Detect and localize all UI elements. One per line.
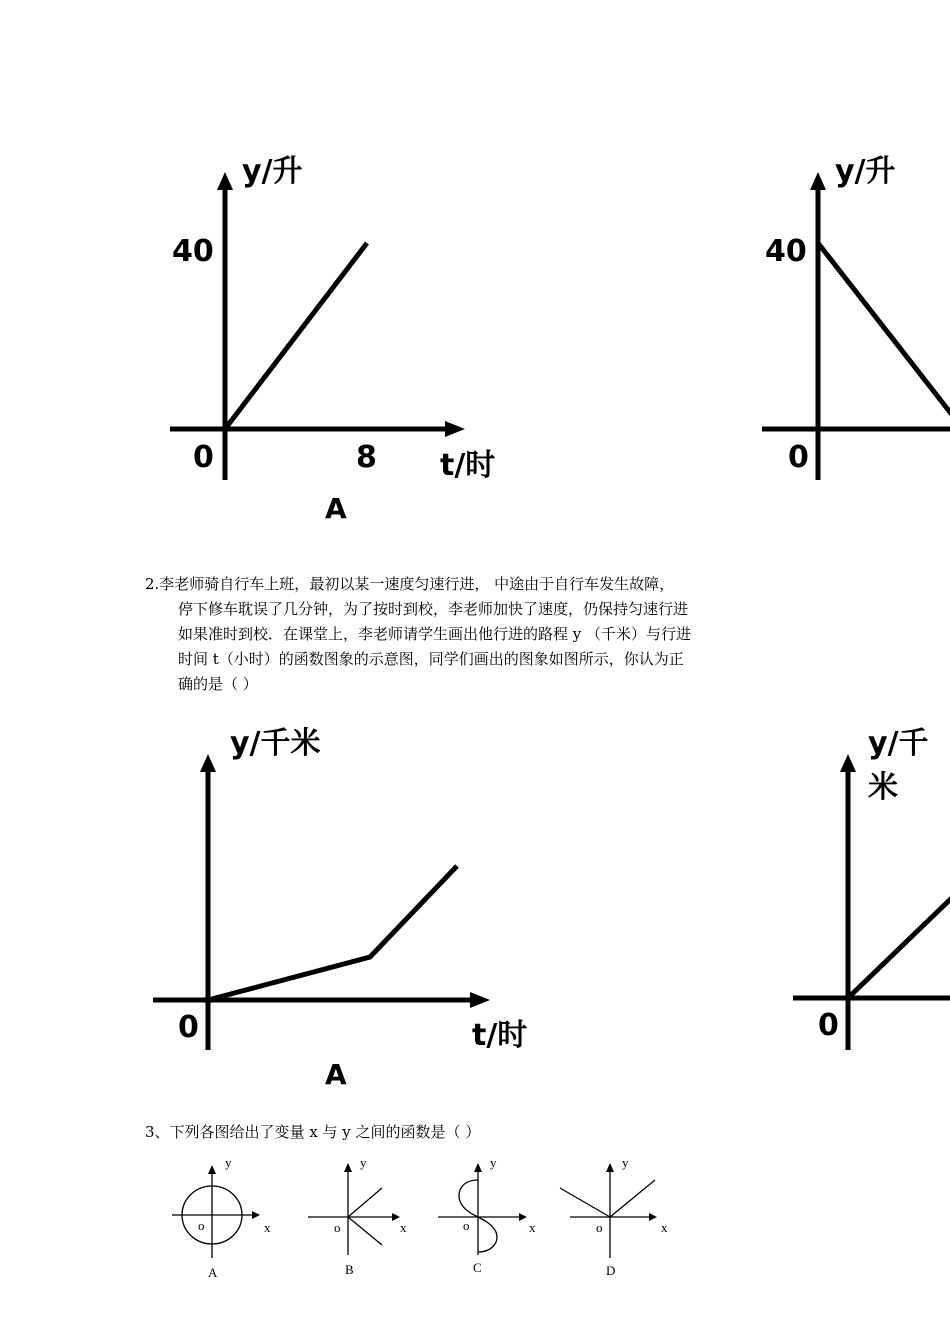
x-axis-label: t/时	[440, 448, 496, 483]
origin-label: o	[596, 1220, 603, 1235]
question-line: 确的是（ ）	[178, 675, 258, 693]
origin-label: 0	[178, 1010, 199, 1045]
question-line: 如果准时到校．在课堂上，李老师请学生画出他行进的路程 y （千米）与行进	[178, 625, 692, 643]
origin-label: 0	[193, 440, 214, 475]
y-label: y	[622, 1155, 629, 1170]
y-label: y	[225, 1155, 232, 1170]
origin-label: o	[198, 1218, 205, 1233]
x-axis-label: t/时	[472, 1018, 528, 1053]
y-tick-label: 40	[172, 234, 214, 269]
question-line: 2.李老师骑自行车上班，最初以某一速度匀速行进， 中途由于自行车发生故障，	[145, 575, 675, 593]
y-label: y	[490, 1155, 497, 1170]
graph-caption: A	[325, 1058, 347, 1091]
option-caption: B	[345, 1262, 354, 1277]
question-text: 3、下列各图给出了变量 x 与 y 之间的函数是（ ）	[145, 1123, 481, 1141]
x-label: x	[400, 1220, 407, 1235]
origin-label: o	[334, 1220, 341, 1235]
x-label: x	[264, 1220, 271, 1235]
y-axis-label: y/升	[242, 154, 303, 189]
y-axis-label: y/千米	[868, 726, 929, 805]
option-caption: A	[208, 1265, 218, 1280]
x-tick-label: 8	[356, 440, 377, 475]
question-line: 时间 t（小时）的函数图象的示意图，同学们画出的图象如图所示，你认为正	[178, 650, 684, 668]
question-line: 停下修车耽误了几分钟，为了按时到校，李老师加快了速度，仍保持匀速行进	[178, 600, 689, 618]
origin-label: 0	[788, 440, 809, 475]
y-axis-label: y/千米	[230, 726, 321, 761]
x-label: x	[529, 1220, 536, 1235]
option-caption: C	[473, 1260, 482, 1275]
y-axis-label: y/升	[835, 154, 896, 189]
origin-label: 0	[818, 1008, 839, 1043]
graph-caption: A	[325, 492, 347, 525]
x-label: x	[661, 1220, 668, 1235]
origin-label: o	[463, 1218, 470, 1233]
y-label: y	[360, 1155, 367, 1170]
option-caption: D	[606, 1263, 616, 1278]
y-tick-label: 40	[765, 234, 807, 269]
